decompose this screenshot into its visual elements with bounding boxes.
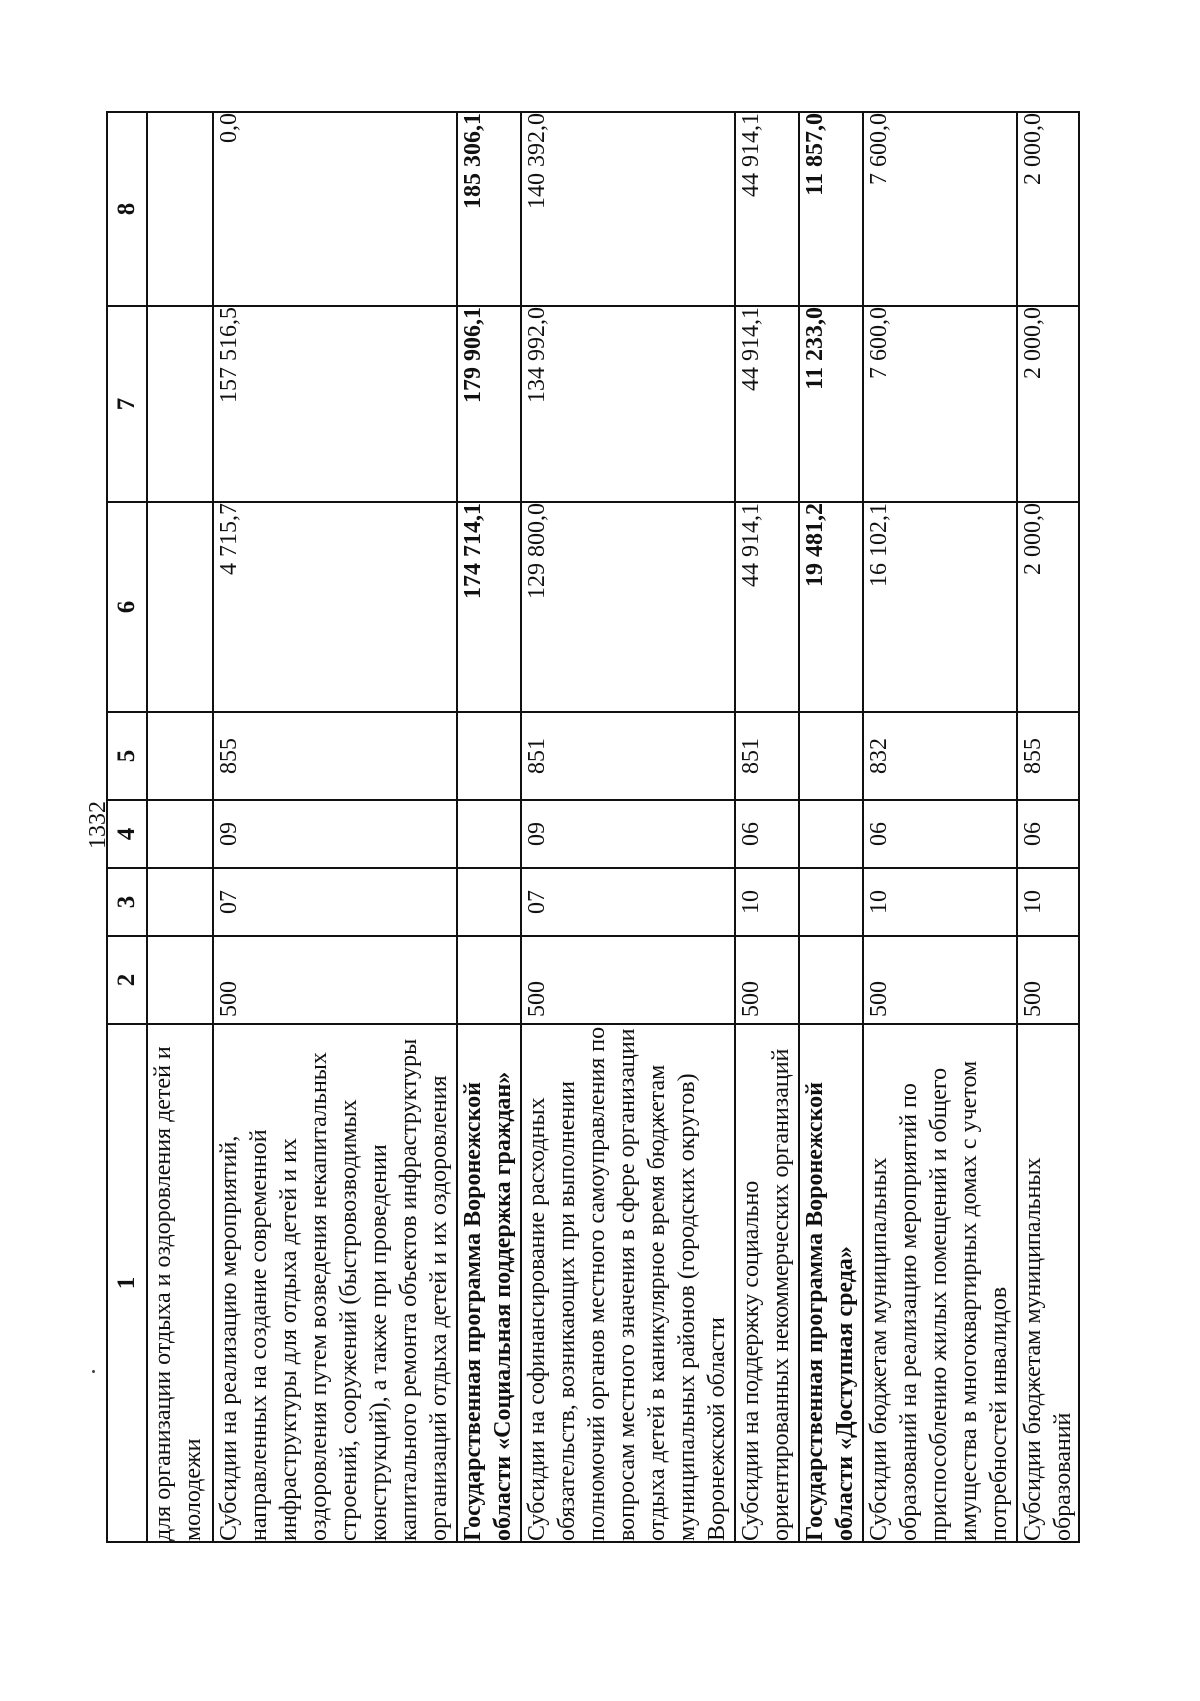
- col-2-value: 500: [1017, 936, 1079, 1024]
- col-8-value: 44 914,1: [735, 112, 799, 306]
- col-2-value: 500: [735, 936, 799, 1024]
- table-row: [147, 112, 213, 1542]
- col-6-value: 174 714,1: [457, 502, 521, 712]
- page-number: 1332: [85, 801, 111, 849]
- header-col-5: 5: [107, 712, 147, 800]
- col-3-value: 07: [213, 868, 457, 936]
- col-5-value: 855: [213, 712, 457, 800]
- col-6-value: 2 000,0: [1017, 502, 1079, 712]
- col-4-value: [457, 800, 521, 868]
- col-7-value: 157 516,5: [213, 306, 457, 502]
- col-5-value: [799, 712, 863, 800]
- col-8-value: 11 857,0: [799, 112, 863, 306]
- table-row: [1017, 112, 1079, 1542]
- col-8-value: [147, 112, 213, 306]
- col-7-value: 11 233,0: [799, 306, 863, 502]
- row-name: Субсидии на поддержку социально ориентированных некоммерческих организаций: [735, 1024, 799, 1542]
- col-2-value: [457, 936, 521, 1024]
- col-6-value: 44 914,1: [735, 502, 799, 712]
- header-col-7: 7: [107, 306, 147, 502]
- col-2-value: 500: [521, 936, 735, 1024]
- header-col-4: 4: [107, 800, 147, 868]
- header-col-6: 6: [107, 502, 147, 712]
- rotated-table-container: [106, 113, 1076, 1543]
- col-5-value: [457, 712, 521, 800]
- col-6-value: 4 715,7: [213, 502, 457, 712]
- row-name: Субсидии на софинансирование расходных обязательств, возникающих при выполнении полномочий органов местного самоуправления по вопросам местного значения в сфере организации отдыха детей в каникулярное время бюджетам муниципальных районов (городских округов) Воронежской области: [521, 1024, 735, 1542]
- col-3-value: 10: [863, 868, 1017, 936]
- col-6-value: 129 800,0: [521, 502, 735, 712]
- col-8-value: 140 392,0: [521, 112, 735, 306]
- header-col-1: 1: [107, 1024, 147, 1542]
- header-col-2: 2: [107, 936, 147, 1024]
- table-row: [521, 112, 735, 1542]
- header-col-3: 3: [107, 868, 147, 936]
- row-name: Государственная программа Воронежской области «Социальная поддержка граждан»: [457, 1024, 521, 1542]
- col-7-value: 44 914,1: [735, 306, 799, 502]
- col-4-value: 09: [213, 800, 457, 868]
- col-4-value: 06: [735, 800, 799, 868]
- col-4-value: 09: [521, 800, 735, 868]
- col-6-value: 16 102,1: [863, 502, 1017, 712]
- row-name: Государственная программа Воронежской области «Доступная среда»: [799, 1024, 863, 1542]
- col-8-value: 2 000,0: [1017, 112, 1079, 306]
- row-name: Субсидии на реализацию мероприятий, направленных на создание современной инфраструктуры для отдыха детей и их оздоровления путем возведения некапитальных строений, сооружений (быстровозводимых конструкций), а также при проведении капитального ремонта объектов инфраструктуры организаций отдыха детей и их оздоровления: [213, 1024, 457, 1542]
- col-7-value: 179 906,1: [457, 306, 521, 502]
- col-8-value: 7 600,0: [863, 112, 1017, 306]
- col-6-value: 19 481,2: [799, 502, 863, 712]
- col-6-value: [147, 502, 213, 712]
- col-3-value: 10: [1017, 868, 1079, 936]
- col-2-value: [799, 936, 863, 1024]
- col-8-value: 0,0: [213, 112, 457, 306]
- header-col-8: 8: [107, 112, 147, 306]
- col-2-value: 500: [863, 936, 1017, 1024]
- table-row: [735, 112, 799, 1542]
- col-4-value: 06: [863, 800, 1017, 868]
- col-2-value: [147, 936, 213, 1024]
- col-5-value: 855: [1017, 712, 1079, 800]
- table-row: [213, 112, 457, 1542]
- col-4-value: 06: [1017, 800, 1079, 868]
- budget-table: [106, 111, 1080, 1543]
- col-3-value: [457, 868, 521, 936]
- col-7-value: [147, 306, 213, 502]
- row-name: Субсидии бюджетам муниципальных образований: [1017, 1024, 1079, 1542]
- scan-speck: [92, 1370, 95, 1373]
- row-name: Субсидии бюджетам муниципальных образований на реализацию мероприятий по приспособлению жилых помещений и общего имущества в многоквартирных домах с учетом потребностей инвалидов: [863, 1024, 1017, 1542]
- table-row: [799, 112, 863, 1542]
- col-3-value: [799, 868, 863, 936]
- col-5-value: 851: [521, 712, 735, 800]
- table-row: [863, 112, 1017, 1542]
- col-5-value: 851: [735, 712, 799, 800]
- col-5-value: [147, 712, 213, 800]
- col-4-value: [799, 800, 863, 868]
- header-row: [107, 112, 147, 1542]
- col-4-value: [147, 800, 213, 868]
- col-7-value: 7 600,0: [863, 306, 1017, 502]
- row-name: для организации отдыха и оздоровления детей и молодежи: [147, 1024, 213, 1542]
- col-2-value: 500: [213, 936, 457, 1024]
- col-8-value: 185 306,1: [457, 112, 521, 306]
- col-5-value: 832: [863, 712, 1017, 800]
- col-3-value: 07: [521, 868, 735, 936]
- col-7-value: 2 000,0: [1017, 306, 1079, 502]
- col-7-value: 134 992,0: [521, 306, 735, 502]
- col-3-value: [147, 868, 213, 936]
- col-3-value: 10: [735, 868, 799, 936]
- table-row: [457, 112, 521, 1542]
